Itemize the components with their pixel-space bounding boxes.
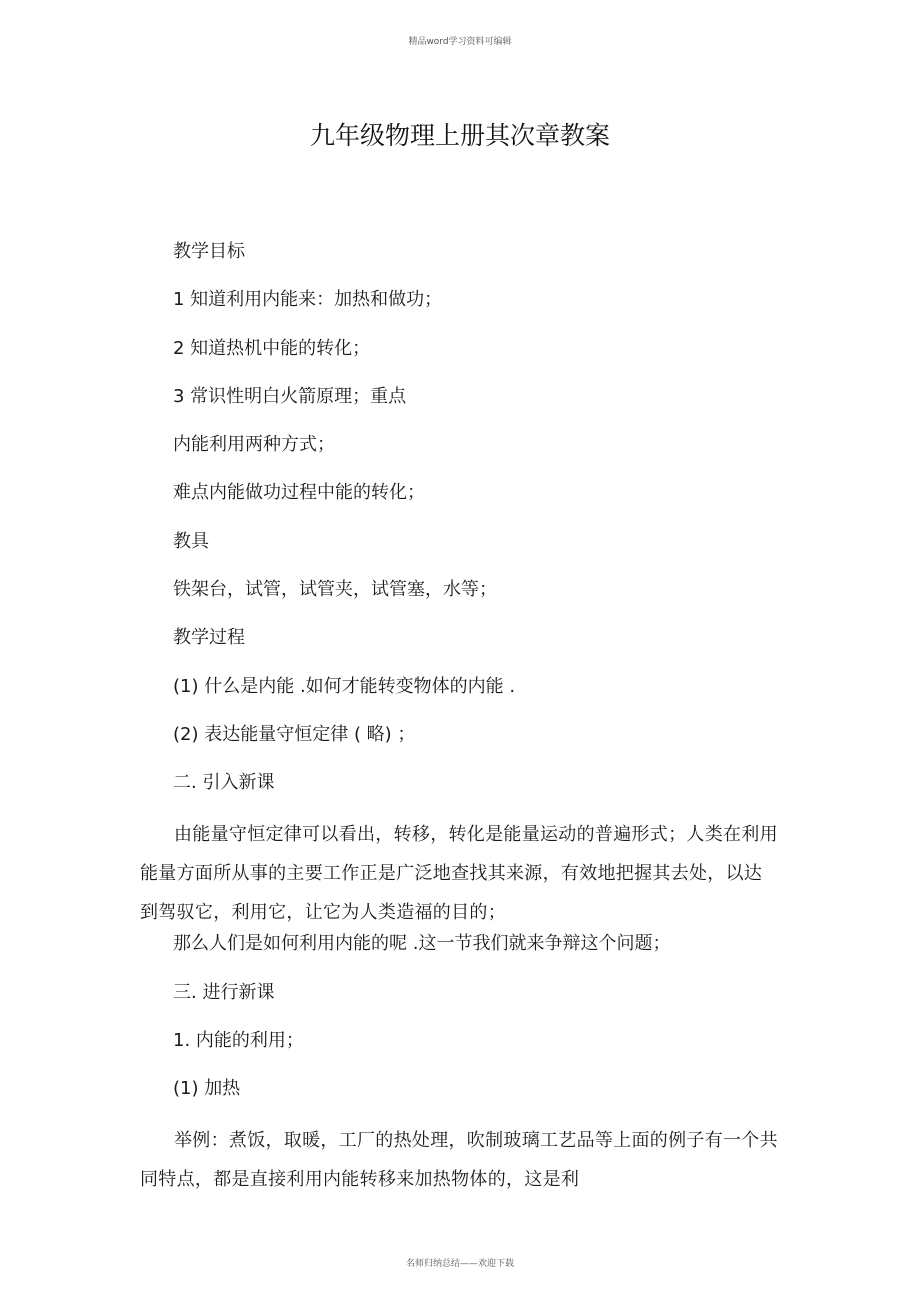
text-line-goal-1: 1 知道利用内能来：加热和做功； <box>173 289 443 310</box>
text-line-heating: (1) 加热 <box>173 1078 241 1099</box>
text-line-teaching-tools: 教具 <box>173 531 209 552</box>
text-line-teaching-process: 教学过程 <box>173 627 245 648</box>
paragraph-heating-examples: 举例：煮饭，取暖，工厂的热处理，吹制玻璃工艺品等上面的例子有一个共同特点，都是直接利用内能转移来加热物体的，这是利 <box>140 1130 778 1190</box>
text-line-key-point: 内能利用两种方式； <box>173 434 335 455</box>
text-line-tools-list: 铁架台，试管，试管夹，试管塞，水等； <box>173 579 497 600</box>
text-line-goal-2: 2 知道热机中能的转化； <box>173 338 371 359</box>
paragraph-energy-conservation: 由能量守恒定律可以看出，转移，转化是能量运动的普遍形式；人类在利用能量方面所从事的主要工作正是广泛地查找其来源，有效地把握其去处，以达到驾驭它，利用它，让它为人类造福的目的； <box>140 824 778 923</box>
text-line-goal-3: 3 常识性明白火箭原理；重点 <box>173 386 407 407</box>
document-title: 九年级物理上册其次章教案 <box>309 121 610 150</box>
header-note: 精品word学习资料可编辑 <box>408 37 512 47</box>
text-line-question-2: (2) 表达能量守恒定律 ( 略) ； <box>173 724 416 745</box>
text-line-internal-energy-use: 1. 内能的利用； <box>173 1030 304 1051</box>
text-line-how-to-use: 那么人们是如何利用内能的呢 .这一节我们就来争辩这个问题； <box>173 933 671 954</box>
footer-note: 名师归纳总结——欢迎下载 <box>405 1259 514 1269</box>
text-line-question-1: (1) 什么是内能 .如何才能转变物体的内能 . <box>173 676 516 697</box>
text-line-difficulty: 难点内能做功过程中能的转化； <box>173 482 425 503</box>
text-line-section-2: 二. 引入新课 <box>173 772 275 793</box>
text-line-section-3: 三. 进行新课 <box>173 982 275 1003</box>
text-line-teaching-goals: 教学目标 <box>173 241 245 262</box>
